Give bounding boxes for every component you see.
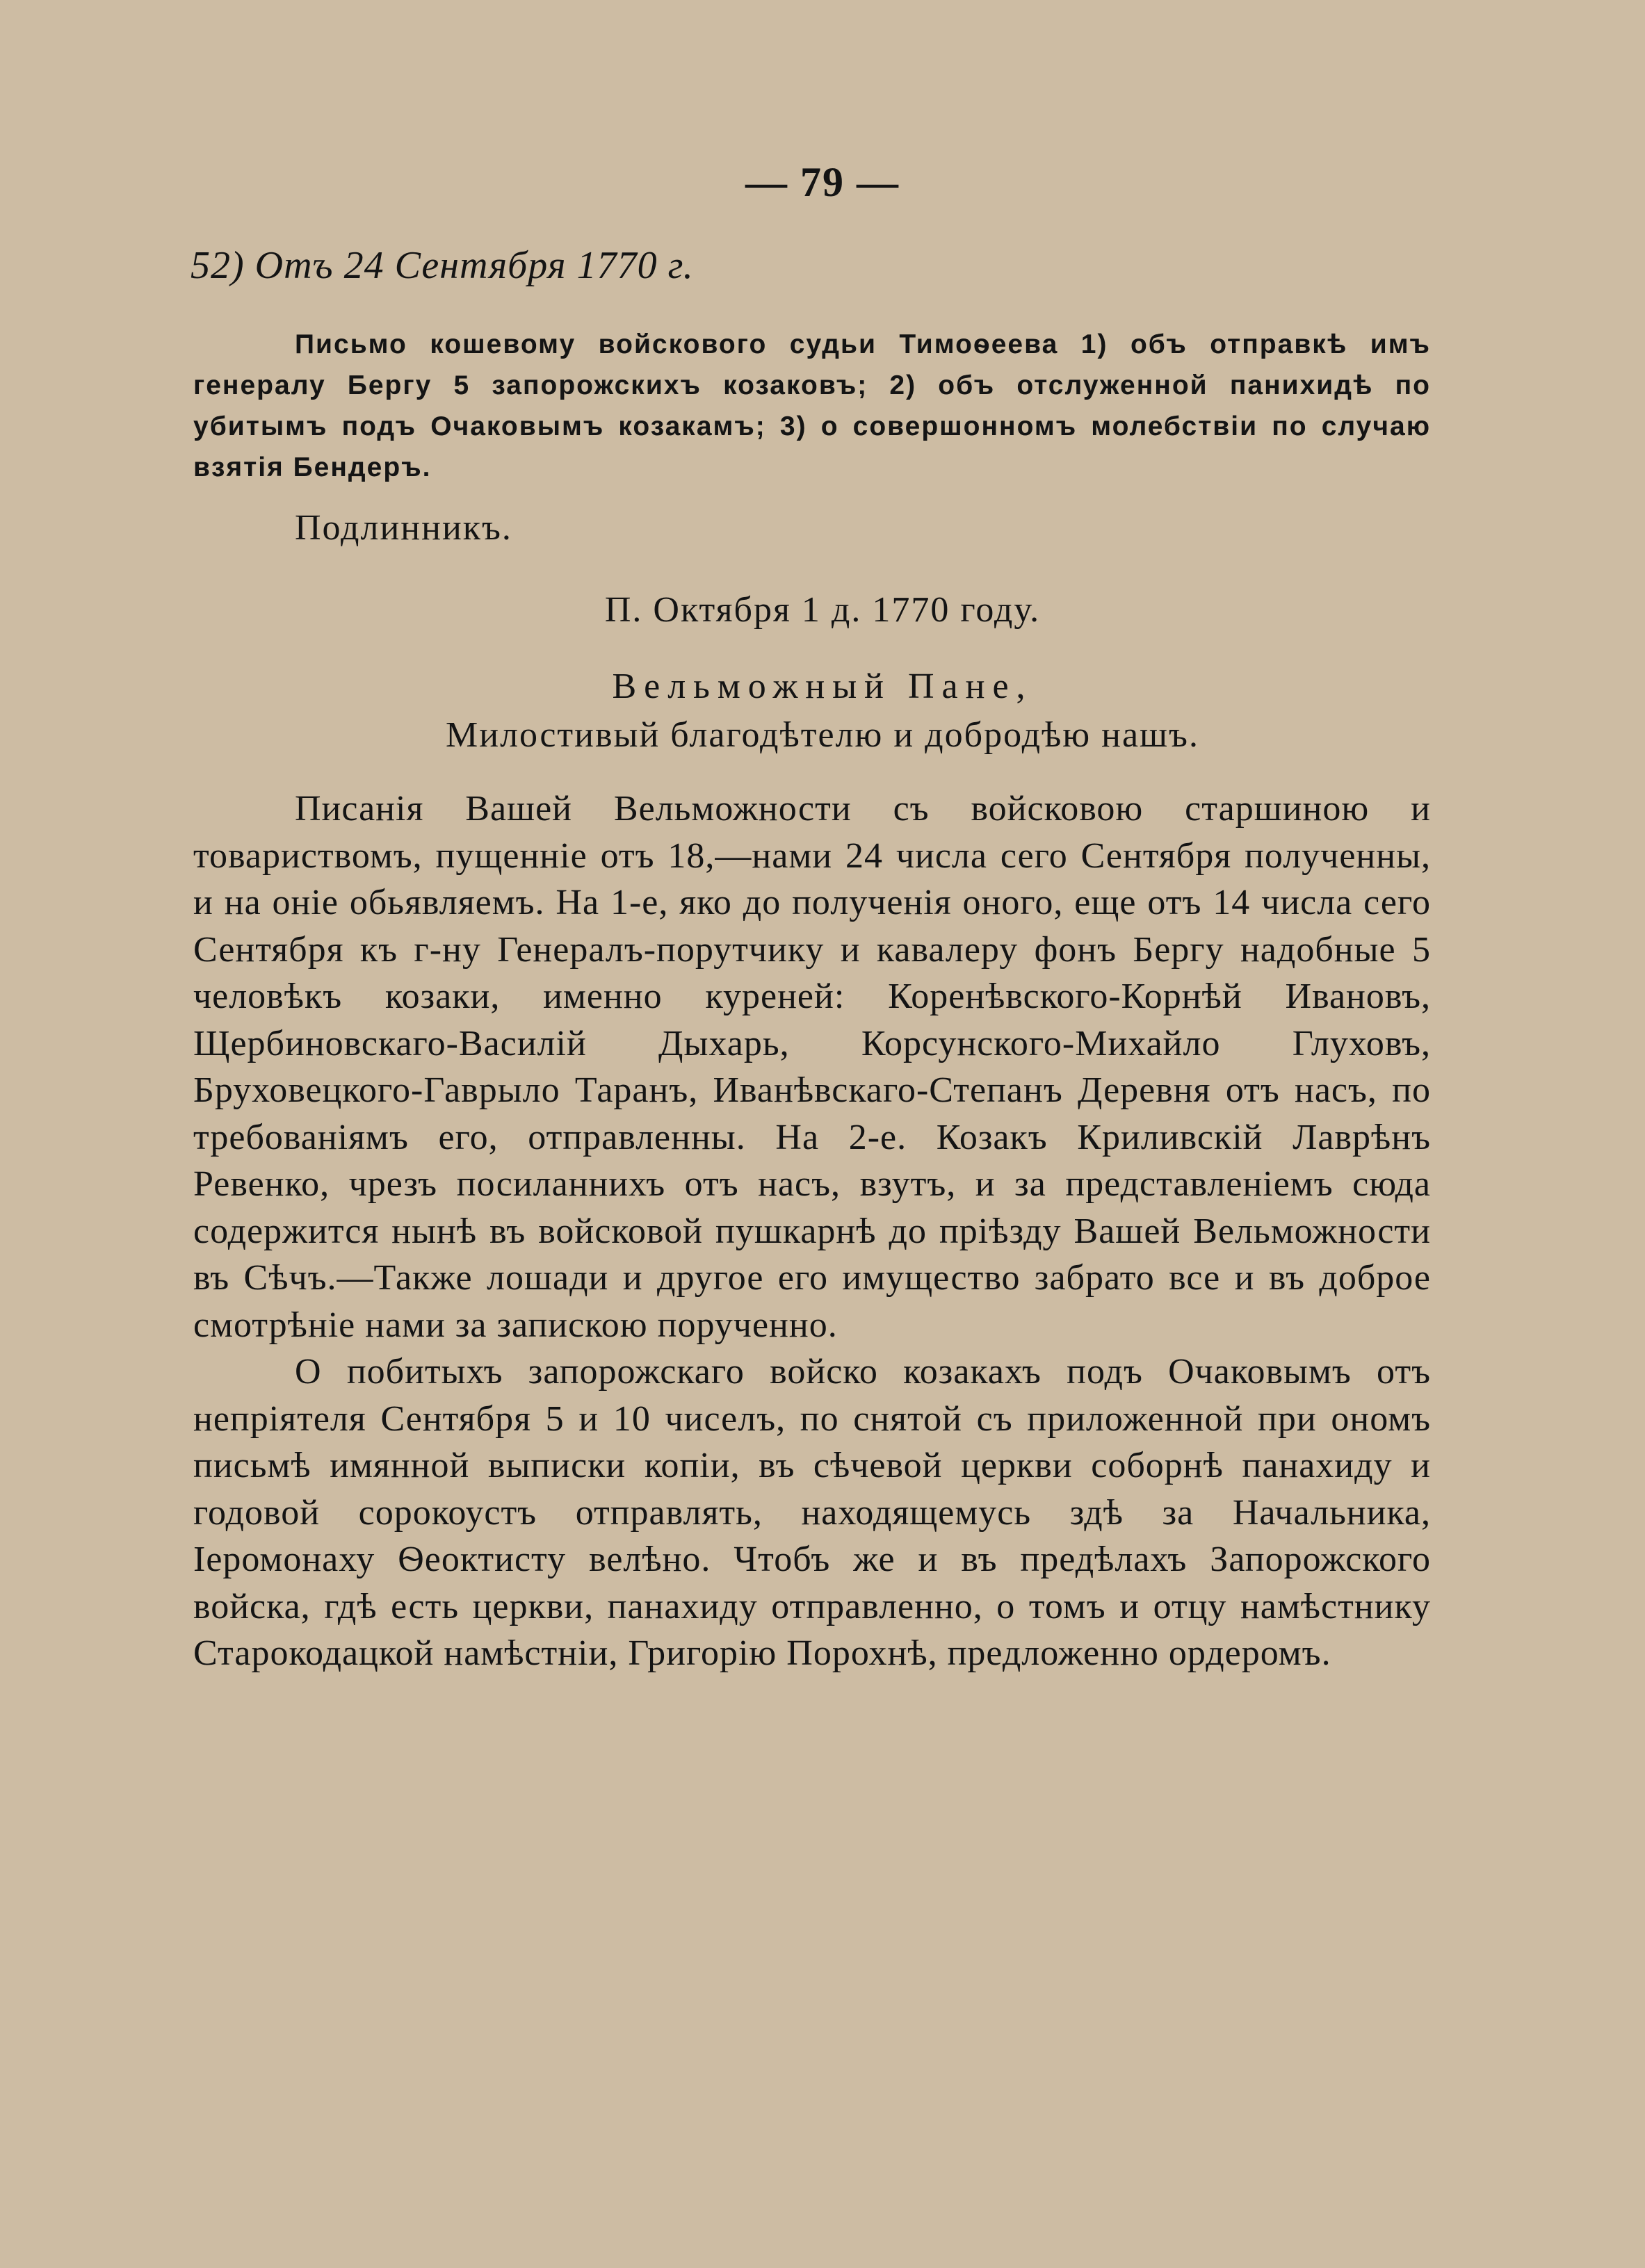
document-heading: 52) Отъ 24 Сентября 1770 г. <box>191 244 694 287</box>
salutation-line-2: Милостивый благодѣтелю и добродѣю нашъ. <box>446 715 1199 755</box>
document-summary: Письмо кошевому войскового судьи Тимоѳеева 1) объ отправкѣ имъ генералу Бергу 5 запорожскихъ козаковъ; 2) объ отслуженной панихидѣ по убитымъ подъ Очаковымъ козакамъ; 3) о совершонномъ молебствіи по случаю взятія Бендеръ. <box>193 329 1431 482</box>
page-number: — 79 — <box>745 159 900 205</box>
source-note: Подлинникъ. <box>295 508 512 548</box>
letter-date: П. Октября 1 д. 1770 году. <box>604 590 1041 630</box>
letter-body <box>193 785 1431 1677</box>
body-paragraph: О побитыхъ запорожскаго войско козакахъ подъ Очаковымъ отъ непріятеля Сентября 5 и 10 чиселъ, по снятой съ приложенной при ономъ письмѣ имянной выписки копіи, въ сѣчевой церкви соборнѣ панахиду и годовой сорокоустъ отправлять, находящемусь здѣ за Начальника, Іеромонаху Ѳеоктисту велѣно. Чтобъ же и въ предѣлахъ Запорожского войска, гдѣ есть церкви, панахиду отправленно, о томъ и отцу намѣстнику Старокодацкой намѣстніи, Григорію Порохнѣ, предложенно ордеромъ. <box>193 1352 1431 1673</box>
salutation-line-1: Вельможный Пане, <box>612 667 1033 706</box>
body-paragraph: Писанія Вашей Вельможности съ войсковою старшиною и товариствомъ, пущенніе отъ 18,—нами 24 числа сего Сентября полученны, и на оніе обьявляемъ. На 1-е, яко до полученія оного, еще отъ 14 числа сего Сентября къ г-ну Генералъ-порутчику и кавалеру фонъ Бергу надобные 5 человѣкъ козаки, именно куреней: Коренѣвского-Корнѣй Ивановъ, Щербиновскаго-Василій Дыхарь, Корсунского-Михайло Глуховъ, Бруховецкого-Гаврыло Таранъ, Иванѣвскаго-Степанъ Деревня отъ насъ, по требованіямъ его, отправленны. На 2-е. Козакъ Криливскій Лаврѣнъ Ревенко, чрезъ посиланнихъ отъ насъ, взутъ, и за представленіемъ сюда содержится нынѣ въ войсковой пушкарнѣ до пріѣзду Вашей Вельможности въ Сѣчъ.—Также лошади и другое его имущество забрато все и въ доброе смотрѣніе нами за запискою порученно. <box>193 789 1431 1345</box>
